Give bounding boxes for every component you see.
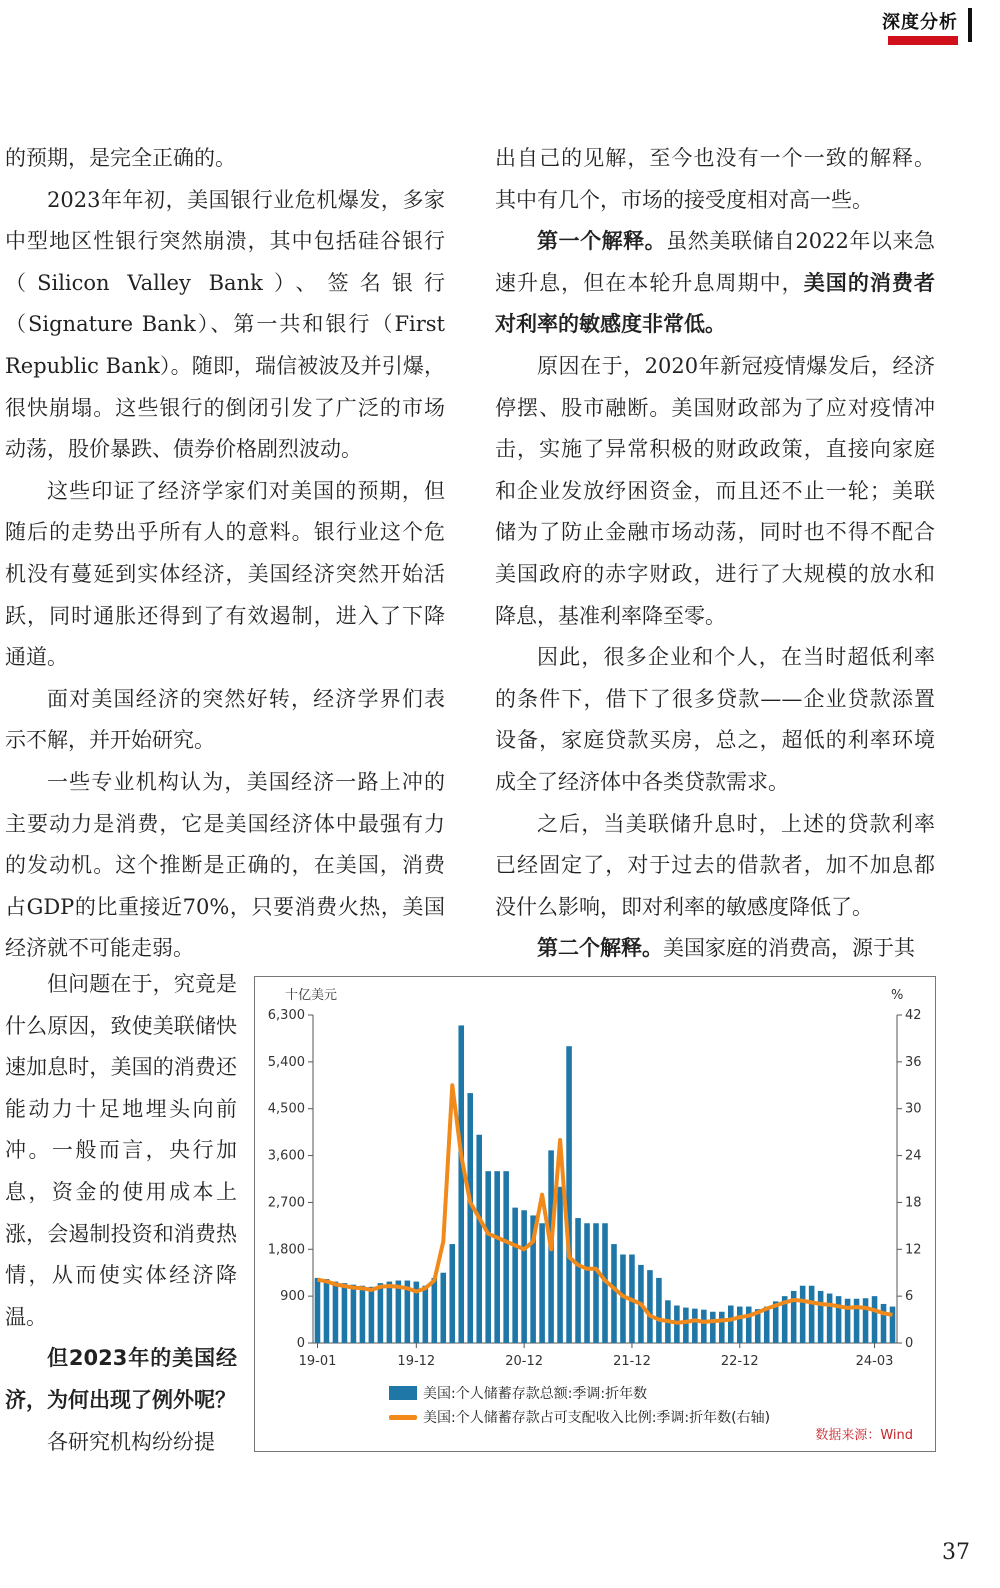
left-column <box>5 138 445 970</box>
y2-tick-label: 24 <box>905 1148 922 1164</box>
bar <box>351 1285 357 1343</box>
bar <box>863 1298 869 1343</box>
header-vertical-rule <box>968 8 972 42</box>
y2-tick-label: 18 <box>905 1195 922 1211</box>
bold-paragraph: 但2023年的美国经济，为何出现了例外呢？ <box>5 1346 237 1412</box>
y-tick-label: 900 <box>280 1289 305 1305</box>
y2-tick-label: 42 <box>905 1008 922 1023</box>
paragraph: 但问题在于，究竟是什么原因，致使美联储快速加息时，美国的消费还能动力十足地埋头向前冲。一般而言，央行加息，资金的使用成本上涨，会遏制投资和消费热情，从而使实体经济降温。 <box>5 972 237 1329</box>
text-span: 美国家庭的消费高，源于其 <box>663 936 915 961</box>
x-tick-label: 19-01 <box>298 1354 337 1369</box>
legend-item-line <box>389 1405 770 1429</box>
x-tick-label: 19-12 <box>397 1354 436 1369</box>
paragraph: 一些专业机构认为，美国经济一路上冲的主要动力是消费，它是美国经济体中最强有力的发动机。这个推断是正确的，在美国，消费占GDP的比重接近70%，只要消费火热，美国经济就不可能走弱。 <box>5 769 445 961</box>
legend-swatch-bar <box>389 1386 417 1400</box>
header-red-bar <box>888 36 958 45</box>
paragraph: 出自己的见解，至今也没有一个一致的解释。其中有几个，市场的接受度相对高一些。 <box>495 146 935 212</box>
legend-label: 美国:个人储蓄存款总额:季调:折年数 <box>423 1386 648 1402</box>
bar <box>845 1299 851 1343</box>
bar <box>512 1208 518 1343</box>
y2-tick-label: 0 <box>905 1336 914 1351</box>
bar <box>315 1278 321 1343</box>
bar <box>503 1171 509 1343</box>
bar <box>728 1306 734 1343</box>
paragraph: 之后，当美联储升息时，上述的贷款利率已经固定了，对于过去的借款者，加不加息都没什么影响，即对利率的敏感度降低了。 <box>495 811 935 919</box>
paragraph: 这些印证了经济学家们对美国的预期，但随后的走势出乎所有人的意料。银行业这个危机没有蔓延到实体经济，美国经济突然开始活跃，同时通胀还得到了有效遏制，进入了下降通道。 <box>5 478 445 670</box>
y2-tick-label: 12 <box>905 1242 922 1258</box>
bar <box>719 1312 725 1343</box>
bar <box>710 1312 716 1343</box>
bar <box>575 1218 581 1343</box>
bold-heading: 第一个解释。 <box>537 229 667 254</box>
paragraph: 各研究机构纷纷提 <box>47 1429 215 1454</box>
x-tick-label: 24-03 <box>855 1354 894 1369</box>
bar <box>396 1281 402 1343</box>
bar <box>593 1223 599 1343</box>
bar <box>539 1223 545 1343</box>
bar <box>611 1244 617 1343</box>
paragraph: 的预期，是完全正确的。 <box>5 146 236 170</box>
paragraph: 面对美国经济的突然好转，经济学界们表示不解，并开始研究。 <box>5 686 445 753</box>
y2-tick-label: 30 <box>905 1101 922 1117</box>
bar <box>881 1304 887 1343</box>
bar <box>494 1171 500 1343</box>
paragraph: 原因在于，2020年新冠疫情爆发后，经济停摆、股市融断。美国财政部为了应对疫情冲击，实施了异常积极的财政政策，直接向家庭和企业发放纾困资金，而且还不止一轮；美联储为了防止金融市场动荡，同时也不得不配合美国政府的赤字财政，进行了大规模的放水和降息，基准利率降至零。 <box>495 353 935 628</box>
bar <box>324 1279 330 1343</box>
bar <box>378 1283 384 1343</box>
bar <box>566 1046 572 1343</box>
bar <box>872 1296 878 1343</box>
bar <box>701 1310 707 1343</box>
bar <box>423 1286 429 1343</box>
bar <box>440 1273 446 1343</box>
y-tick-label: 5,400 <box>267 1054 305 1070</box>
y-tick-label: 3,600 <box>267 1148 305 1164</box>
bar <box>557 1187 563 1343</box>
bar <box>836 1296 842 1343</box>
bar <box>387 1282 393 1343</box>
paragraph <box>495 928 935 970</box>
bar <box>432 1278 438 1343</box>
legend-label: 美国:个人储蓄存款占可支配收入比例:季调:折年数(右轴) <box>423 1410 771 1426</box>
bar <box>458 1025 464 1343</box>
chart-svg <box>255 977 935 1451</box>
bar <box>692 1309 698 1343</box>
bold-heading: 第二个解释。 <box>537 936 663 961</box>
bar <box>890 1307 896 1343</box>
left-axis-unit: 十亿美元 <box>285 988 338 1003</box>
y-tick-label: 2,700 <box>267 1195 305 1211</box>
bar <box>656 1278 662 1343</box>
bar <box>683 1308 689 1343</box>
bar <box>818 1291 824 1343</box>
bar <box>584 1223 590 1343</box>
bar <box>467 1093 473 1343</box>
savings-chart <box>254 976 936 1452</box>
bar <box>449 1244 455 1343</box>
bar <box>360 1286 366 1343</box>
bar <box>485 1171 491 1343</box>
right-axis-unit: % <box>891 988 904 1003</box>
y2-tick-label: 6 <box>905 1289 914 1305</box>
x-tick-label: 22-12 <box>720 1354 759 1369</box>
chart-legend <box>389 1381 770 1429</box>
y-tick-label: 1,800 <box>267 1242 305 1258</box>
y-tick-label: 4,500 <box>267 1101 305 1117</box>
bar <box>333 1282 339 1343</box>
bar <box>764 1307 770 1343</box>
chart-source: 数据来源：Wind <box>815 1428 913 1443</box>
page-number: 37 <box>942 1540 970 1565</box>
x-tick-label: 20-12 <box>505 1354 544 1369</box>
y2-tick-label: 36 <box>905 1054 922 1070</box>
paragraph <box>495 221 935 346</box>
bar <box>800 1286 806 1343</box>
header-section-label: 深度分析 <box>882 12 958 33</box>
bold-text: 美国的消费者对利率的敏感度非常低。 <box>495 270 936 337</box>
bar <box>737 1307 743 1343</box>
bar <box>521 1210 527 1343</box>
left-narrow-column <box>5 964 237 1463</box>
paragraph: 2023年年初，美国银行业危机爆发，多家中型地区性银行突然崩溃，其中包括硅谷银行（Silicon Valley Bank）、签名银行（Signature Bank）、第一共和银行（First Republic Bank）。随即，瑞信被波及并引爆，很快崩塌。这些银行的倒闭引发了广泛的市场动荡，股价暴跌、债券价格剧烈波动。 <box>5 187 445 462</box>
legend-swatch-line <box>389 1415 417 1420</box>
bar <box>809 1286 815 1343</box>
right-column <box>495 138 935 970</box>
bar <box>342 1283 348 1343</box>
paragraph: 因此，很多企业和个人，在当时超低利率的条件下，借下了很多贷款——企业贷款添置设备，家庭贷款买房，总之，超低的利率环境成全了经济体中各类贷款需求。 <box>495 645 935 794</box>
bar <box>369 1287 375 1343</box>
bar <box>476 1135 482 1343</box>
y-tick-label: 0 <box>296 1336 305 1351</box>
bar <box>746 1307 752 1343</box>
bar <box>827 1294 833 1343</box>
bar <box>647 1270 653 1343</box>
y-tick-label: 6,300 <box>267 1008 305 1023</box>
text-span: 虽然美联储自2022年以来急速升息，但在本轮升息周期中， <box>495 229 936 295</box>
legend-item-bar <box>389 1381 770 1405</box>
x-tick-label: 21-12 <box>613 1354 651 1369</box>
